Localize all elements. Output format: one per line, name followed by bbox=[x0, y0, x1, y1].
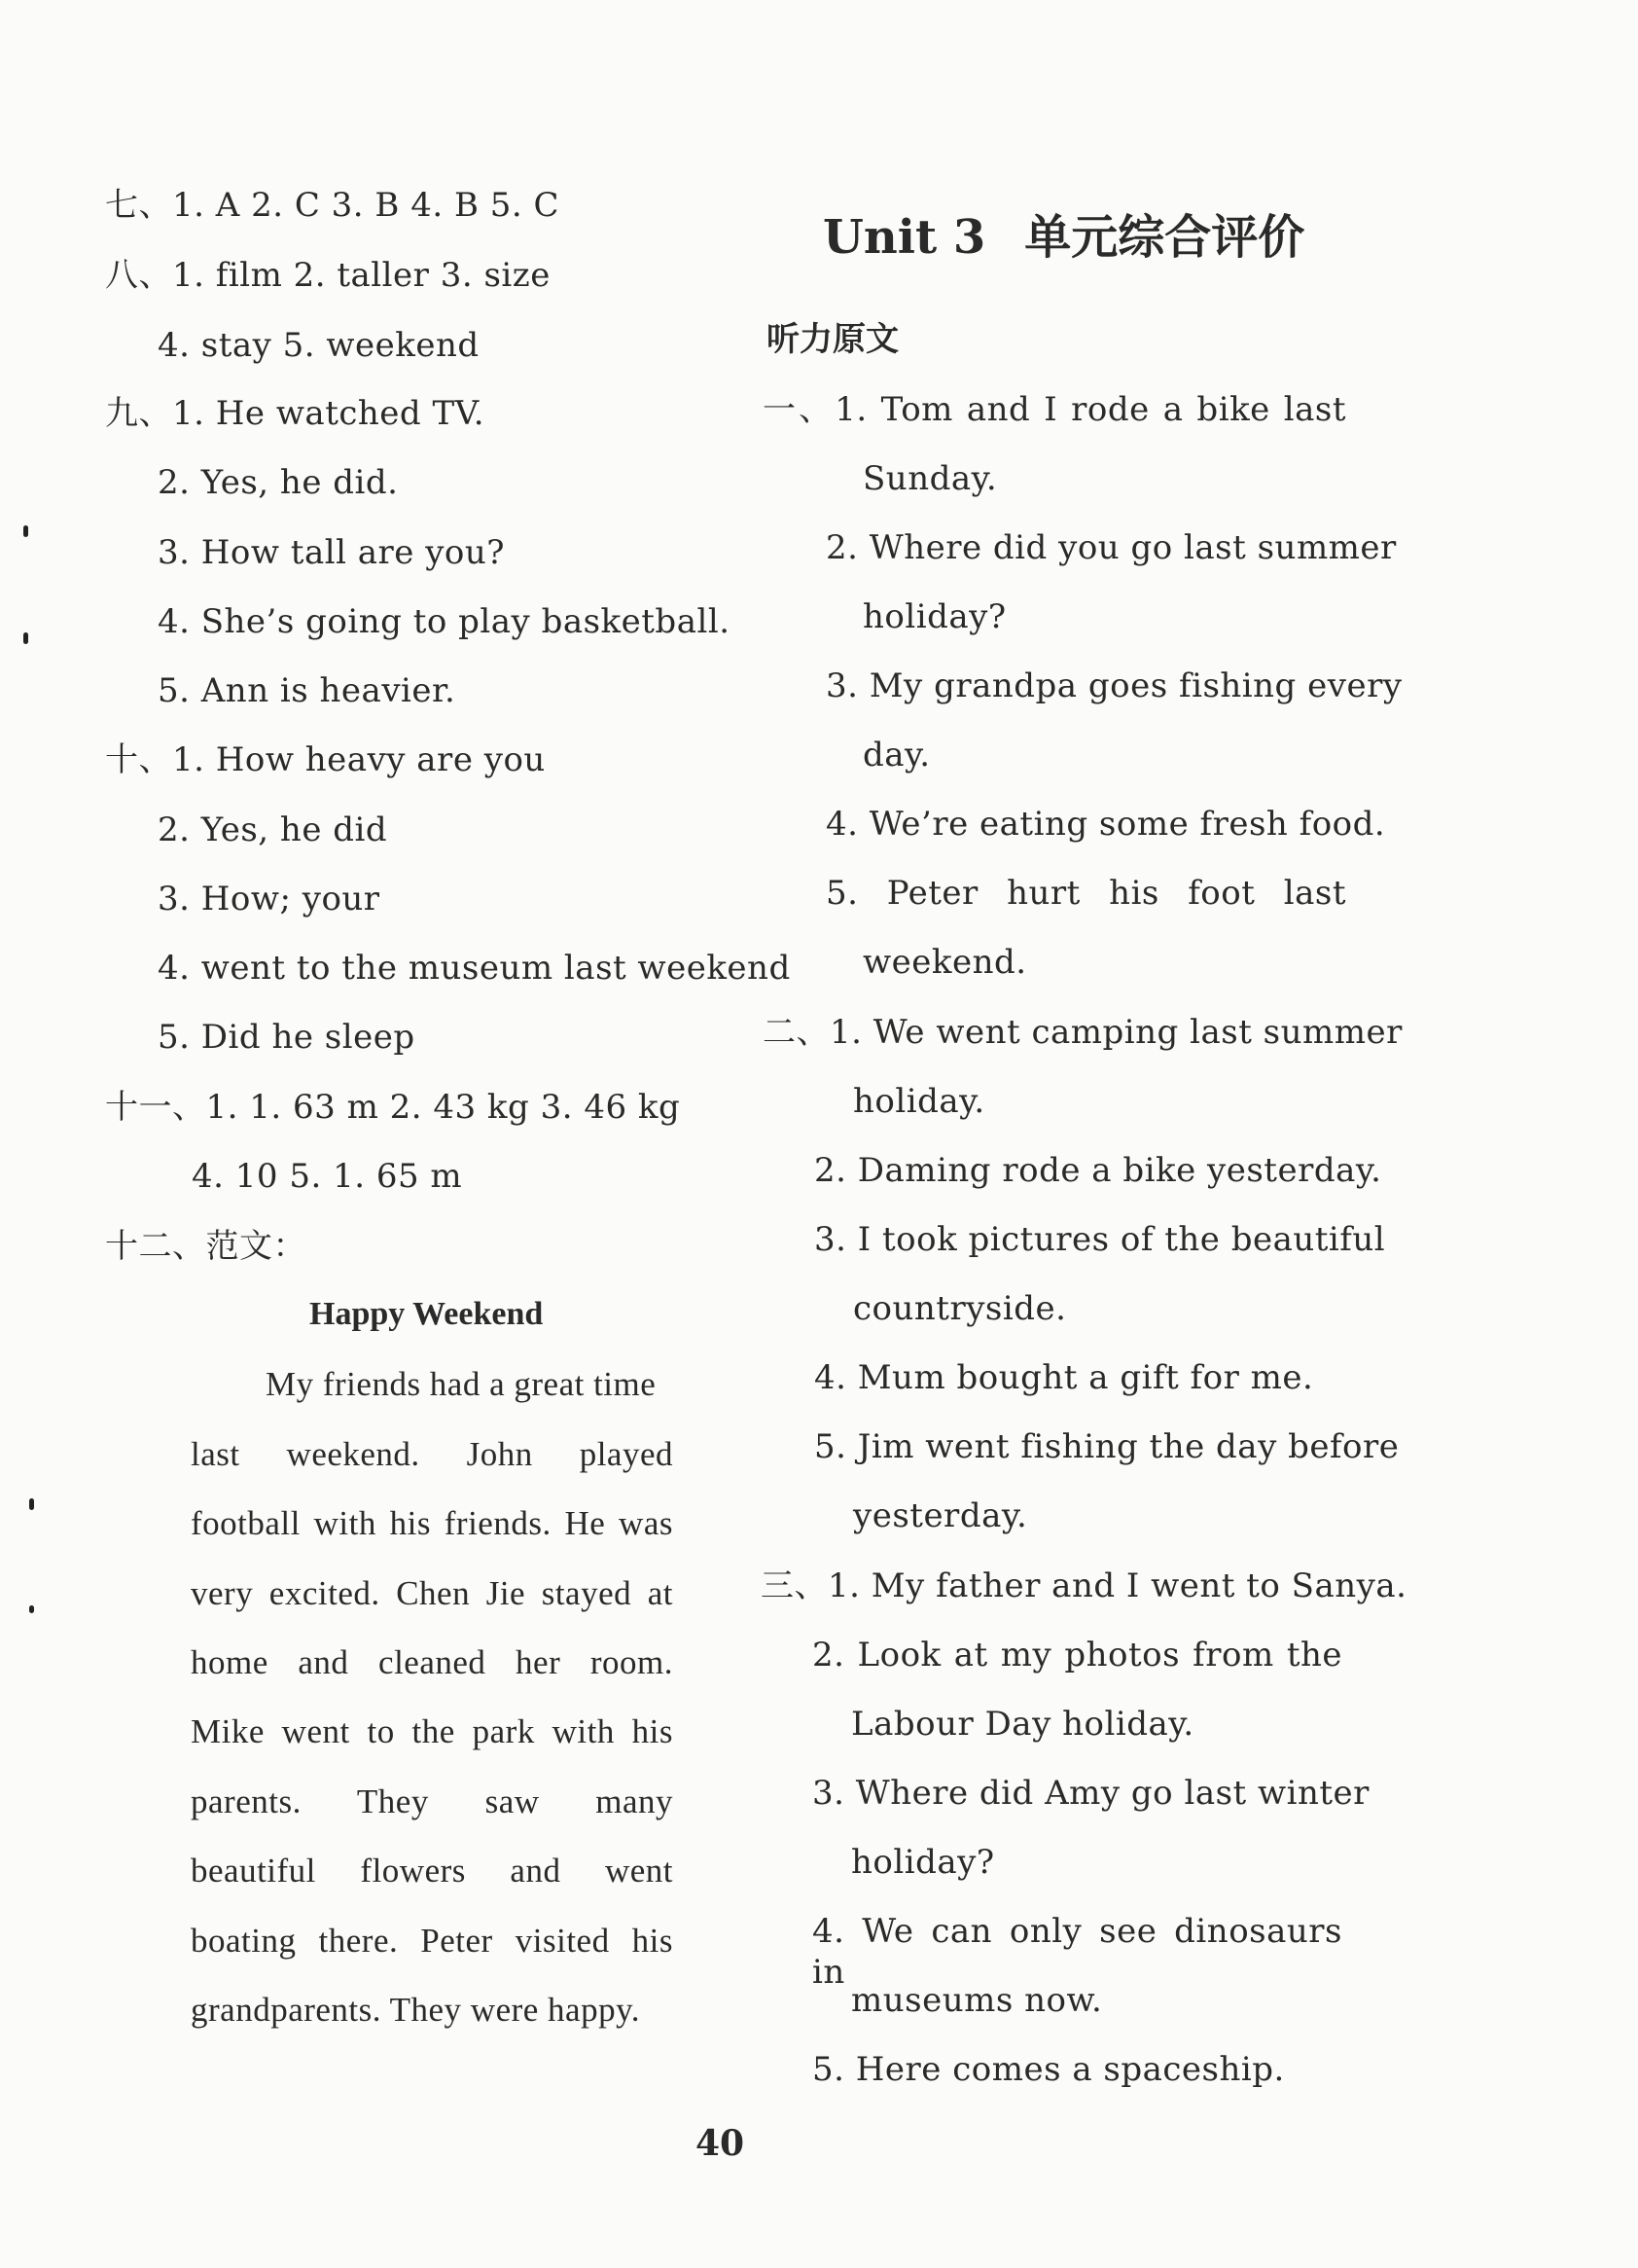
answer-q10-2: 2. Yes, he did bbox=[158, 810, 388, 849]
script-s3-1: 三、1. My father and I went to Sanya. bbox=[761, 1566, 1407, 1605]
script-s1-4: 4. We’re eating some fresh food. bbox=[826, 805, 1386, 844]
essay-line: home and cleaned her room. bbox=[191, 1643, 673, 1681]
essay-line: beautiful flowers and went bbox=[191, 1852, 673, 1890]
unit-title bbox=[823, 208, 1304, 267]
answer-q10-3: 3. How; your bbox=[158, 880, 380, 918]
scan-speck bbox=[23, 525, 28, 537]
unit-title-cn: 单元综合评价 bbox=[1024, 210, 1305, 265]
answer-q11-line1: 十一、1. 1. 63 m 2. 43 kg 3. 46 kg bbox=[105, 1088, 681, 1127]
answer-q10-4: 4. went to the museum last weekend bbox=[158, 949, 791, 988]
essay-line: grandparents. They were happy. bbox=[191, 1991, 641, 2029]
scan-speck bbox=[23, 632, 28, 644]
script-s1-5: 5. Peter hurt his foot last bbox=[826, 874, 1346, 913]
answer-q11-line2: 4. 10 5. 1. 65 m bbox=[192, 1157, 463, 1196]
essay-line: My friends had a great time bbox=[266, 1365, 657, 1403]
script-s3-3: 3. Where did Amy go last winter bbox=[812, 1774, 1370, 1813]
listening-script-heading: 听力原文 bbox=[766, 320, 899, 359]
unit-title-en: Unit 3 bbox=[823, 210, 986, 265]
script-s2-4: 4. Mum bought a gift for me. bbox=[814, 1358, 1314, 1397]
script-s3-2: 2. Look at my photos from the bbox=[812, 1636, 1342, 1674]
script-s3-2-cont: Labour Day holiday. bbox=[851, 1705, 1194, 1744]
essay-line: very excited. Chen Jie stayed at bbox=[191, 1574, 673, 1612]
answer-q7: 七、1. A 2. C 3. B 4. B 5. C bbox=[105, 186, 560, 225]
answer-q9-2: 2. Yes, he did. bbox=[158, 463, 399, 502]
script-s2-1-cont: holiday. bbox=[853, 1082, 985, 1121]
script-s2-5: 5. Jim went fishing the day before bbox=[814, 1427, 1400, 1466]
answer-q8-line1: 八、1. film 2. taller 3. size bbox=[105, 256, 551, 295]
script-s2-2: 2. Daming rode a bike yesterday. bbox=[814, 1151, 1382, 1190]
script-s1-1-cont: Sunday. bbox=[863, 459, 998, 498]
essay-line: parents. They saw many bbox=[191, 1782, 673, 1820]
scan-speck bbox=[29, 1605, 34, 1613]
essay-line: last weekend. John played bbox=[191, 1435, 673, 1473]
scan-speck bbox=[29, 1498, 34, 1510]
script-s2-3: 3. I took pictures of the beautiful bbox=[814, 1220, 1386, 1259]
answer-q9-5: 5. Ann is heavier. bbox=[158, 671, 456, 710]
answer-q12-label: 十二、范文： bbox=[105, 1227, 306, 1266]
answer-q8-line2: 4. stay 5. weekend bbox=[158, 326, 480, 365]
script-s3-4-cont: museums now. bbox=[851, 1981, 1103, 2020]
script-s1-2-cont: holiday? bbox=[863, 597, 1007, 636]
essay-title: Happy Weekend bbox=[309, 1296, 544, 1332]
script-s2-3-cont: countryside. bbox=[853, 1289, 1067, 1328]
script-s3-4: 4. We can only see dinosaurs in bbox=[812, 1912, 1342, 1992]
answer-q10-1: 十、1. How heavy are you bbox=[105, 740, 546, 779]
answer-q9-1: 九、1. He watched TV. bbox=[105, 394, 485, 433]
answer-q10-5: 5. Did he sleep bbox=[158, 1018, 415, 1057]
essay-line: boating there. Peter visited his bbox=[191, 1922, 673, 1960]
script-s2-5-cont: yesterday. bbox=[853, 1496, 1028, 1535]
script-s2-1: 二、1. We went camping last summer bbox=[763, 1013, 1403, 1052]
script-s1-3-cont: day. bbox=[863, 736, 931, 774]
script-s1-3: 3. My grandpa goes fishing every bbox=[826, 666, 1403, 705]
script-s3-3-cont: holiday? bbox=[851, 1843, 995, 1882]
essay-line: football with his friends. He was bbox=[191, 1504, 673, 1542]
answer-q9-4: 4. She’s going to play basketball. bbox=[158, 602, 730, 641]
script-s1-5-cont: weekend. bbox=[863, 943, 1027, 982]
script-s1-1: 一、1. Tom and I rode a bike last bbox=[763, 390, 1346, 429]
script-s1-2: 2. Where did you go last summer bbox=[826, 528, 1397, 567]
answer-q9-3: 3. How tall are you? bbox=[158, 533, 506, 572]
essay-line: Mike went to the park with his bbox=[191, 1712, 673, 1750]
page-number: 40 bbox=[694, 2123, 745, 2164]
script-s3-5: 5. Here comes a spaceship. bbox=[812, 2050, 1285, 2089]
